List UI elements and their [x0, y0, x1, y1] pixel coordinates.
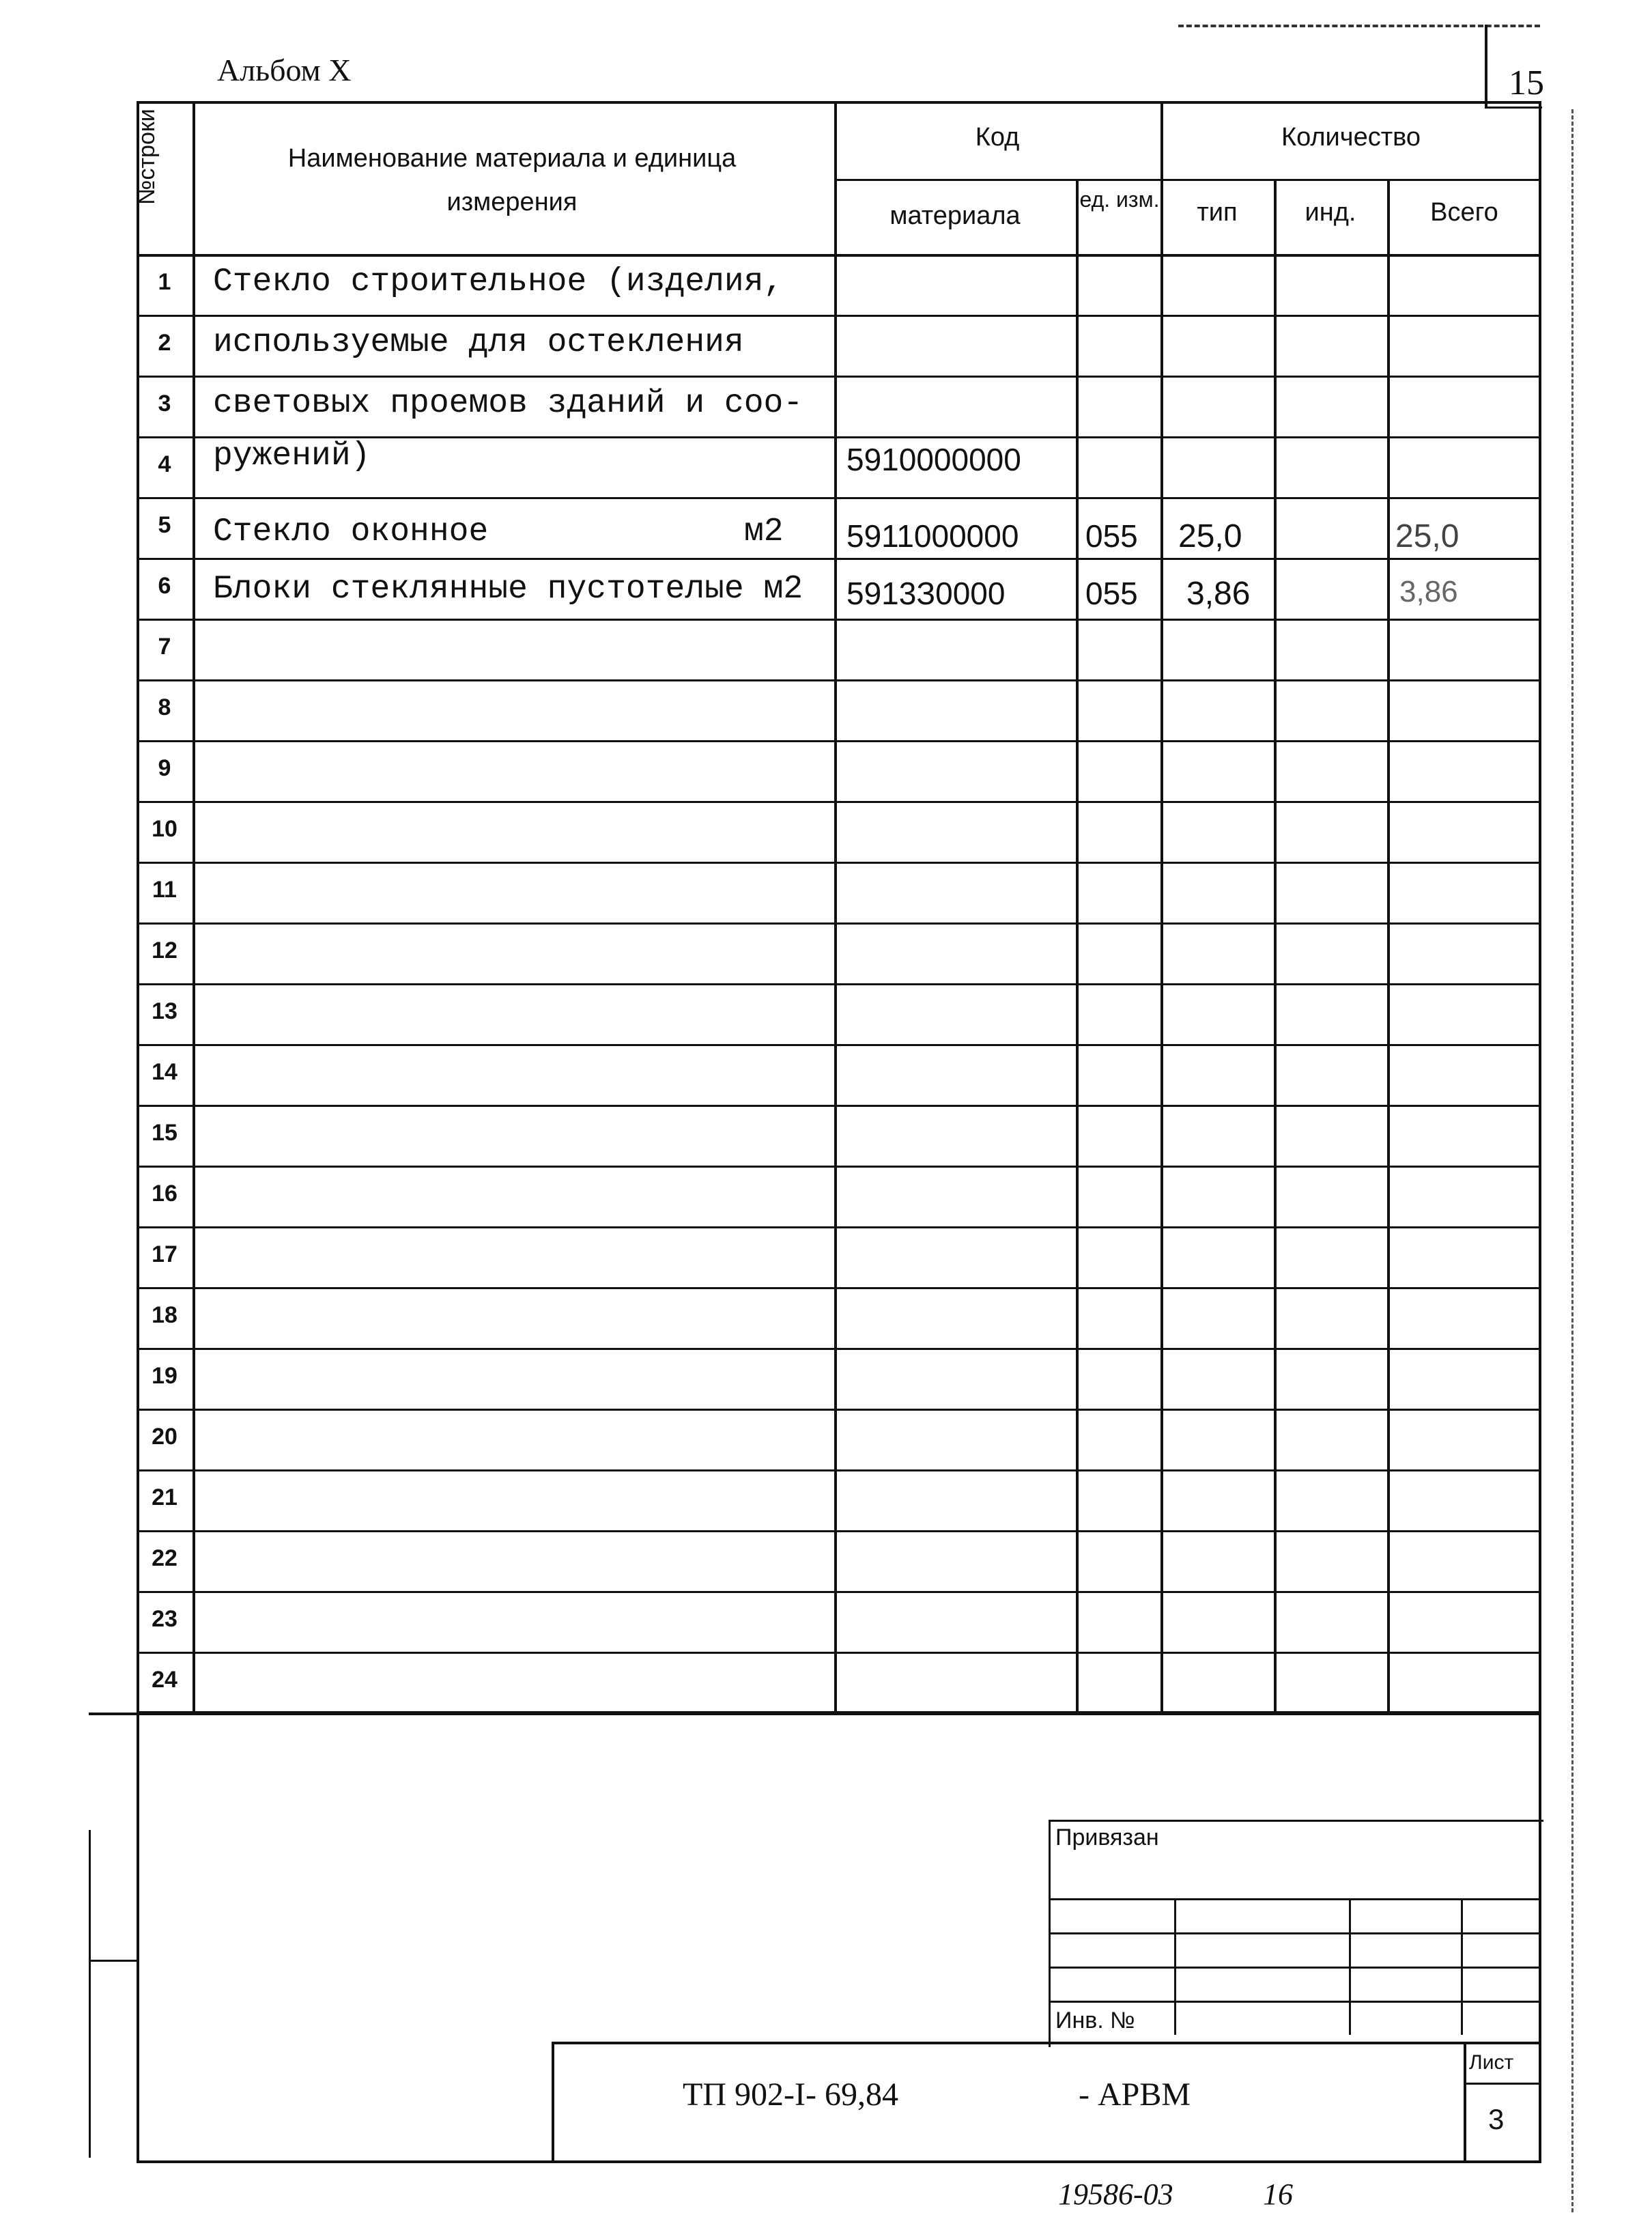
margin-mark-vertical	[89, 1830, 91, 2158]
footer-number: 19586-03	[1058, 2178, 1173, 2211]
row-separator	[137, 679, 1541, 681]
row-separator	[137, 619, 1541, 621]
row-number: 8	[158, 694, 171, 720]
header-bottom-line	[137, 254, 1541, 257]
row-number-header: №строки	[134, 109, 160, 205]
material-name-cell: Блоки стеклянные пустотелые м2	[213, 571, 803, 608]
row-separator	[137, 1469, 1541, 1471]
qty-total-cell: 3,86	[1399, 575, 1458, 608]
row-separator	[137, 1530, 1541, 1532]
row-number: 10	[152, 816, 177, 842]
row-separator	[137, 862, 1541, 864]
row-separator	[137, 1044, 1541, 1046]
document-suffix: - АРВМ	[1079, 2076, 1191, 2113]
row-separator	[137, 1226, 1541, 1228]
row-number: 23	[152, 1606, 177, 1632]
inv-no-label: Инв. №	[1055, 2007, 1135, 2033]
margin-mark	[89, 1960, 137, 1962]
qty-type-cell: 3,86	[1186, 576, 1251, 612]
row-number: 2	[158, 330, 171, 356]
row-number: 15	[152, 1120, 177, 1146]
row-separator	[137, 922, 1541, 925]
row-separator	[137, 801, 1541, 803]
sheet-corner-number: 15	[1509, 64, 1544, 102]
row-number: 18	[152, 1302, 177, 1328]
row-separator	[137, 1652, 1541, 1654]
row-number: 13	[152, 998, 177, 1024]
row-number: 12	[152, 938, 177, 963]
sheet-cell-split	[1464, 2083, 1541, 2085]
row-number: 5	[158, 512, 171, 538]
unit-code-cell: 055	[1085, 576, 1138, 611]
qty-type-cell: 25,0	[1178, 518, 1242, 554]
footer-page: 16	[1263, 2178, 1293, 2211]
row-number: 3	[158, 391, 171, 417]
code-group-header: Код	[975, 123, 1020, 152]
material-code-cell: 5911000000	[846, 518, 1019, 554]
row-number: 21	[152, 1484, 177, 1510]
material-name-cell: используемые для остекления	[213, 324, 744, 361]
row-separator	[137, 983, 1541, 985]
row-number: 9	[158, 755, 171, 781]
qty-ind-header: инд.	[1305, 198, 1356, 227]
row-number: 24	[152, 1667, 177, 1693]
col-line-type	[1274, 179, 1277, 1714]
col-line-rownum	[193, 101, 195, 1714]
row-separator	[137, 1409, 1541, 1411]
row-number: 17	[152, 1241, 177, 1267]
row-number: 4	[158, 451, 171, 477]
row-number: 20	[152, 1424, 177, 1450]
row-number: 16	[152, 1181, 177, 1207]
qty-total-header: Всего	[1430, 198, 1498, 227]
col-line-code	[1076, 179, 1079, 1714]
name-header: Наименование материала и единица измерения	[287, 144, 737, 216]
row-separator	[137, 315, 1541, 317]
binding-col-line	[1174, 1898, 1176, 2035]
material-code-cell: 5910000000	[846, 442, 1021, 477]
row-number: 7	[158, 634, 171, 660]
binding-line	[1049, 1932, 1541, 1934]
unit-code-cell: 055	[1085, 518, 1138, 554]
binding-line	[1049, 2001, 1541, 2003]
col-line-ind	[1387, 179, 1390, 1714]
material-name-cell: ружений)	[213, 438, 371, 475]
code-material-header: материала	[889, 201, 1021, 230]
row-number: 11	[152, 877, 177, 903]
row-separator	[137, 740, 1541, 742]
material-name-cell: Стекло оконное	[213, 513, 489, 550]
document-code: ТП 902-I- 69,84	[683, 2076, 898, 2113]
header-sub-line	[834, 179, 1541, 181]
row-separator	[137, 1105, 1541, 1107]
qty-type-header: тип	[1197, 198, 1238, 227]
row-separator	[137, 497, 1541, 499]
binding-col-line	[1349, 1898, 1351, 2035]
row-number: 19	[152, 1363, 177, 1389]
binding-col-line	[1461, 1898, 1463, 2035]
row-separator	[137, 1287, 1541, 1289]
album-title: Альбом X	[217, 53, 352, 87]
sheet-label: Лист	[1469, 2051, 1514, 2074]
material-name-unit-cell: м2	[744, 513, 784, 550]
row-number: 14	[152, 1059, 177, 1085]
col-line-unit	[1160, 101, 1163, 1714]
col-line-name	[834, 101, 837, 1714]
row-separator	[137, 1591, 1541, 1593]
qty-total-cell: 25,0	[1395, 518, 1459, 554]
row-separator	[137, 376, 1541, 378]
material-name-cell: Стекло строительное (изделия,	[213, 264, 784, 300]
row-number: 22	[152, 1545, 177, 1571]
material-name-cell: световых проемов зданий и соо-	[213, 385, 803, 422]
row-number: 1	[158, 269, 171, 295]
right-margin-line	[1571, 109, 1573, 2212]
row-number: 6	[158, 573, 171, 599]
row-separator	[137, 1166, 1541, 1168]
code-unit-header: ед. изм.	[1079, 187, 1160, 212]
material-code-cell: 5913З0000	[846, 576, 1006, 611]
binding-line	[1049, 1898, 1541, 1900]
sheet-cell-line	[1464, 2042, 1466, 2163]
privyazan-label: Привязан	[1055, 1825, 1159, 1850]
row-separator	[137, 1348, 1541, 1350]
binding-line	[1049, 1967, 1541, 1969]
row-separator	[137, 558, 1541, 560]
quantity-group-header: Количество	[1281, 123, 1421, 152]
sheet-number: 3	[1488, 2103, 1505, 2135]
